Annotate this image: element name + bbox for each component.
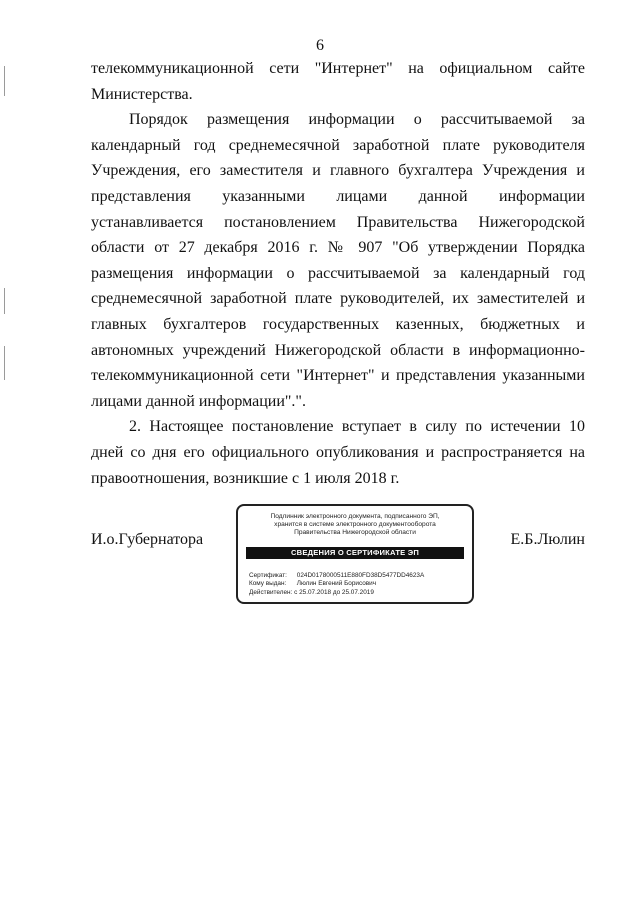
document-body (91, 56, 585, 491)
paragraph-line: Министерства. (91, 85, 193, 103)
stamp-header: СВЕДЕНИЯ О СЕРТИФИКАТЕ ЭП (246, 547, 464, 559)
electronic-signature-stamp (236, 504, 474, 604)
issued-to-label: Кому выдан: (249, 580, 287, 588)
scan-edge-mark (4, 66, 5, 96)
scan-edge-mark (4, 346, 5, 380)
certificate-details (249, 572, 464, 597)
paragraph-effective-date: 2. Настоящее постановление вступает в силу по истечении 10 дней со дня его официального опубликования и распространяется на правоотношения, возникшие с 1 июля 2018 г. (91, 418, 585, 487)
scan-edge-mark (4, 288, 5, 314)
stamp-note-line: Подлинник электронного документа, подписанного ЭП, (270, 513, 440, 520)
issued-to-value: Люлин Евгений Борисович (296, 580, 377, 588)
validity-row (249, 589, 464, 597)
stamp-note (246, 513, 464, 537)
certificate-value: 024D0178000511E880FD38D5477DD4623A (296, 572, 425, 579)
paragraph-continuation (91, 56, 585, 107)
paragraph-procedure: Порядок размещения информации о рассчитываемой за календарный год среднемесячной заработной плате руководителя Учреждения, его заместителя и главного бухгалтера Учреждения и представления указанными лицами данной информации устанавливается постановлением Правительства Нижегородской области от 27 декабря 2016 г. № 907 "Об утверждении Порядка размещения информации о рассчитываемой за календарный год среднемесячной заработной плате руководителей, их заместителей и главных бухгалтеров государственных казенных, бюджетных и автономных учреждений Нижегородской области в информационно-телекоммуникационной сети "Интернет" и представления указанными лицами данной информации".". (91, 111, 585, 410)
paragraph-line: телекоммуникационной сети "Интернет" на официальном сайте (91, 60, 585, 77)
signatory-name: Е.Б.Люлин (510, 531, 585, 548)
signatory-title: И.о.Губернатора (91, 531, 204, 548)
stamp-note-line: хранится в системе электронного документооборота (274, 521, 436, 528)
page-number: 6 (316, 37, 324, 54)
validity-label: Действителен: (249, 588, 293, 596)
stamp-note-line: Правительства Нижегородской области (294, 529, 416, 536)
issued-to-row (249, 580, 464, 588)
validity-value: с 25.07.2018 до 25.07.2019 (294, 588, 374, 596)
certificate-label: Сертификат: (249, 572, 287, 579)
